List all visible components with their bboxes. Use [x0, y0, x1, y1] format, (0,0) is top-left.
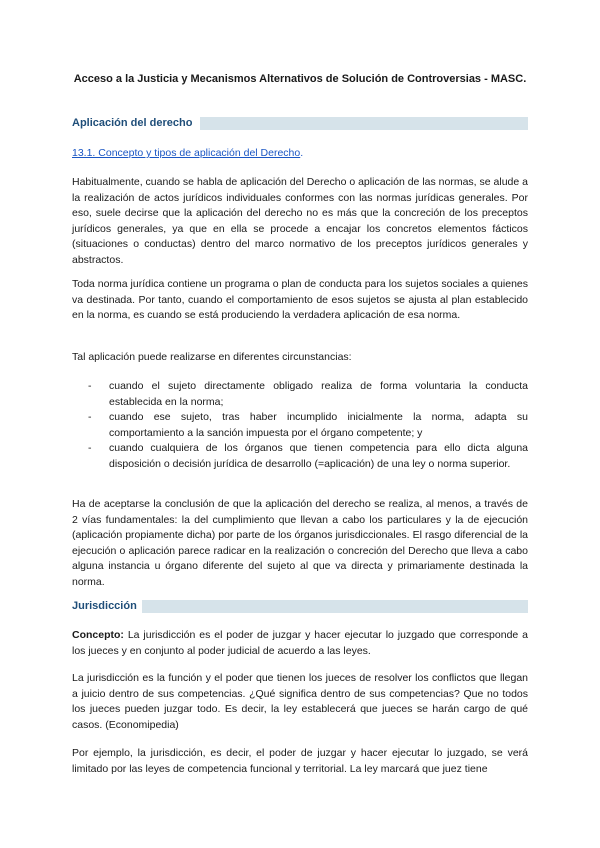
paragraph-aplicacion-3: Tal aplicación puede realizarse en diferentes circunstancias:	[72, 351, 352, 363]
paragraph-jurisdiccion-3: Por ejemplo, la jurisdicción, es decir, el poder de juzgar y hacer ejecutar lo juzgado, se verá limitado por las leyes de competencia funcional y territorial. La ley marcará que juez tiene	[72, 747, 528, 775]
paragraph-jurisdiccion-concepto	[72, 628, 528, 659]
circumstances-list	[88, 379, 528, 472]
section-heading-bar	[142, 600, 528, 613]
paragraph-aplicacion-2: Toda norma jurídica contiene un programa o plan de conducta para los sujetos sociales a quienes va destinada. Por tanto, cuando el comportamiento de esos sujetos se ajusta al plan establecido en la norma, es cuando se está produciendo la verdadera aplicación de esa norma.	[72, 278, 528, 321]
subsection-link-suffix: .	[300, 147, 304, 159]
subsection-link-line	[72, 146, 303, 160]
document-title: Acceso a la Justicia y Mecanismos Alternativos de Solución de Controversias - MASC.	[73, 73, 527, 85]
paragraph-aplicacion-4: Ha de aceptarse la conclusión de que la aplicación del derecho se realiza, al menos, a través de 2 vías fundamentales: la del cumplimiento que llevan a cabo los particulares y la de ejecución (aplicación propiamente dicha) por parte de los órganos jurisdiccionales. El rasgo diferencial de la ejecución o aplicación parece radicar en la realización o concreción del Derecho que lleva a cabo alguna instancia u órgano diferente del sujeto al que va directa y primariamente destinada la norma.	[72, 498, 528, 588]
bullet-marker: -	[88, 442, 92, 454]
section-heading-aplicacion	[72, 116, 528, 130]
section-heading-jurisdiccion	[72, 599, 528, 613]
concept-label: Concepto:	[72, 629, 124, 641]
list-item: - cuando el sujeto directamente obligado realiza de forma voluntaria la conducta establecida en la norma;	[88, 380, 528, 408]
list-item: - cuando ese sujeto, tras haber incumplido inicialmente la norma, adapta su comportamiento a la sanción impuesta por el órgano competente; y	[88, 411, 528, 439]
section-heading-bar	[200, 117, 528, 130]
section-heading-label: Aplicación del derecho	[72, 117, 193, 129]
bullet-marker: -	[88, 380, 92, 392]
paragraph-aplicacion-1: Habitualmente, cuando se habla de aplicación del Derecho o aplicación de las normas, se alude a la realización de actos jurídicos individuales conformes con las normas jurídicas generales. Por eso, suele decirse que la aplicación del derecho no es más que la concreción de los preceptos jurídicos generales, ya que en ella se procede a encajar los concretos elementos fácticos (situaciones o conductas) dentro del marco normativo de los preceptos jurídicos generales y abstractos.	[72, 176, 528, 266]
paragraph-jurisdiccion-2: La jurisdicción es la función y el poder que tienen los jueces de resolver los conflictos que llegan a juicio dentro de sus competencias. ¿Qué significa dentro de sus competencias? Que no todos los jueces pueden juzgar todo. Es decir, la ley establecerá que jueces se harán cargo de qué casos. (Economipedia)	[72, 672, 528, 731]
concept-text: La jurisdicción es el poder de juzgar y hacer ejecutar lo juzgado que corresponde a los jueces y en conjunto al poder judicial de acuerdo a las leyes.	[72, 629, 528, 657]
subsection-link[interactable]: 13.1. Concepto y tipos de aplicación del Derecho	[72, 147, 301, 159]
list-item: - cuando cualquiera de los órganos que tienen competencia para ello dicta alguna disposición o decisión jurídica de desarrollo (=aplicación) de una ley o norma superior.	[88, 442, 528, 470]
bullet-marker: -	[88, 411, 92, 423]
section-heading-label: Jurisdicción	[72, 600, 137, 612]
